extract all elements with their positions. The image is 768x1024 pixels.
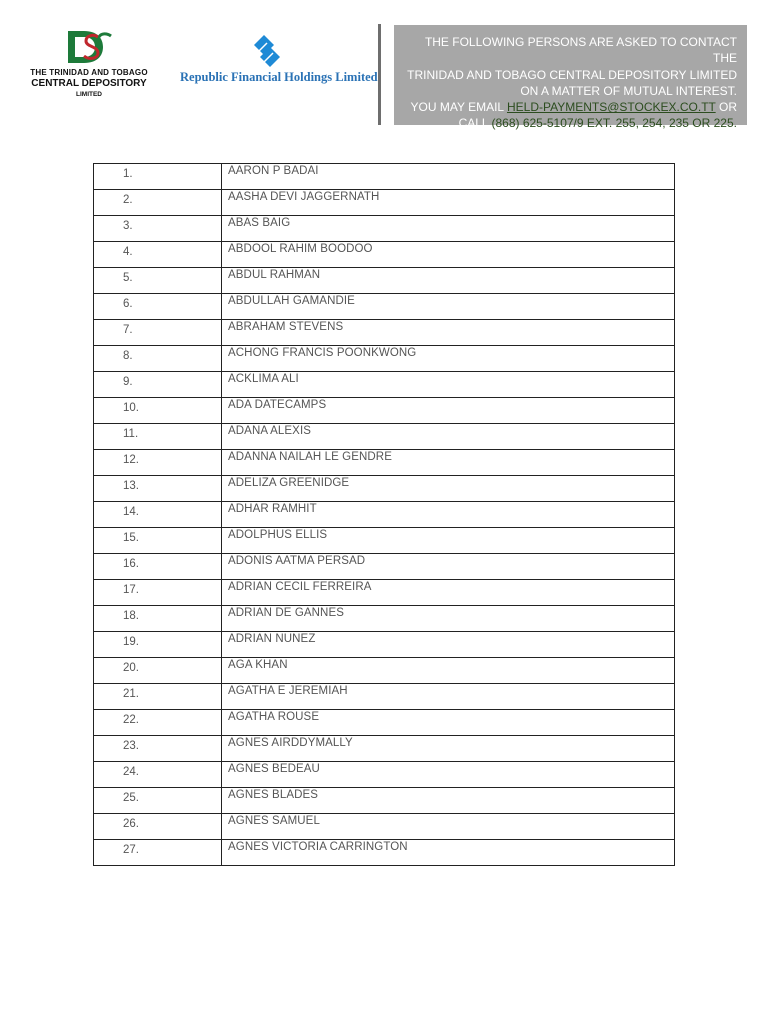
table-row <box>94 372 675 398</box>
row-number: 19. <box>94 632 222 658</box>
persons-table-container <box>93 163 675 866</box>
row-number: 7. <box>94 320 222 346</box>
notice-email-prefix: YOU MAY EMAIL <box>410 100 507 115</box>
table-row <box>94 450 675 476</box>
row-number: 13. <box>94 476 222 502</box>
row-number: 17. <box>94 580 222 606</box>
notice-email-suffix: OR <box>715 100 737 115</box>
table-row <box>94 294 675 320</box>
person-name: AGNES VICTORIA CARRINGTON <box>222 840 675 866</box>
person-name: ADOLPHUS ELLIS <box>222 528 675 554</box>
row-number: 21. <box>94 684 222 710</box>
notice-line5 <box>402 115 737 131</box>
person-name: ACHONG FRANCIS POONKWONG <box>222 346 675 372</box>
person-name: AASHA DEVI JAGGERNATH <box>222 190 675 216</box>
row-number: 1. <box>94 164 222 190</box>
person-name: ADHAR RAMHIT <box>222 502 675 528</box>
row-number: 5. <box>94 268 222 294</box>
table-row <box>94 710 675 736</box>
row-number: 16. <box>94 554 222 580</box>
row-number: 25. <box>94 788 222 814</box>
row-number: 8. <box>94 346 222 372</box>
person-name: ADRIAN CECIL FERREIRA <box>222 580 675 606</box>
person-name: ADRIAN NUNEZ <box>222 632 675 658</box>
rfhl-logo-name: Republic Financial Holdings Limited <box>180 70 378 84</box>
table-row <box>94 268 675 294</box>
row-number: 12. <box>94 450 222 476</box>
person-name: AGNES SAMUEL <box>222 814 675 840</box>
table-row <box>94 632 675 658</box>
person-name: ADANNA NAILAH LE GENDRE <box>222 450 675 476</box>
persons-table <box>93 163 675 866</box>
row-number: 4. <box>94 242 222 268</box>
ttcd-logo-mark-icon <box>64 28 114 66</box>
notice-email-link[interactable]: HELD-PAYMENTS@STOCKEX.CO.TT <box>506 100 716 115</box>
rfhl-diamond-icon <box>244 34 284 70</box>
row-number: 9. <box>94 372 222 398</box>
person-name: AGA KHAN <box>222 658 675 684</box>
table-row <box>94 580 675 606</box>
page-header <box>0 0 768 140</box>
person-name: ACKLIMA ALI <box>222 372 675 398</box>
row-number: 2. <box>94 190 222 216</box>
row-number: 6. <box>94 294 222 320</box>
person-name: ABDUL RAHMAN <box>222 268 675 294</box>
ttcd-logo-line1: THE TRINIDAD AND TOBAGO <box>30 68 148 77</box>
row-number: 11. <box>94 424 222 450</box>
person-name: ABRAHAM STEVENS <box>222 320 675 346</box>
person-name: ABDULLAH GAMANDIE <box>222 294 675 320</box>
header-divider <box>378 24 381 125</box>
notice-line1: THE FOLLOWING PERSONS ARE ASKED TO CONTACT THE <box>424 35 737 66</box>
row-number: 3. <box>94 216 222 242</box>
row-number: 27. <box>94 840 222 866</box>
person-name: AGATHA ROUSE <box>222 710 675 736</box>
persons-table-body <box>94 164 675 866</box>
table-row <box>94 658 675 684</box>
row-number: 18. <box>94 606 222 632</box>
table-row <box>94 320 675 346</box>
person-name: AGNES BEDEAU <box>222 762 675 788</box>
table-row <box>94 736 675 762</box>
table-row <box>94 424 675 450</box>
table-row <box>94 762 675 788</box>
person-name: AGATHA E JEREMIAH <box>222 684 675 710</box>
person-name: ADA DATECAMPS <box>222 398 675 424</box>
notice-phone: (868) 625-5107/9 EXT. 255, 254, 235 OR 225. <box>491 116 737 131</box>
table-row <box>94 502 675 528</box>
table-row <box>94 554 675 580</box>
row-number: 15. <box>94 528 222 554</box>
row-number: 26. <box>94 814 222 840</box>
table-row <box>94 164 675 190</box>
table-row <box>94 398 675 424</box>
table-row <box>94 840 675 866</box>
person-name: ADELIZA GREENIDGE <box>222 476 675 502</box>
row-number: 20. <box>94 658 222 684</box>
rfhl-logo <box>176 30 378 90</box>
row-number: 22. <box>94 710 222 736</box>
notice-line4 <box>402 99 737 115</box>
person-name: ADRIAN DE GANNES <box>222 606 675 632</box>
table-row <box>94 528 675 554</box>
notice-line2: TRINIDAD AND TOBAGO CENTRAL DEPOSITORY LIMITED <box>407 67 737 82</box>
table-row <box>94 788 675 814</box>
table-row <box>94 476 675 502</box>
table-row <box>94 814 675 840</box>
person-name: ABDOOL RAHIM BOODOO <box>222 242 675 268</box>
person-name: AGNES AIRDDYMALLY <box>222 736 675 762</box>
notice-line3: ON A MATTER OF MUTUAL INTEREST. <box>520 83 737 98</box>
table-row <box>94 346 675 372</box>
row-number: 14. <box>94 502 222 528</box>
person-name: ADONIS AATMA PERSAD <box>222 554 675 580</box>
person-name: AARON P BADAI <box>222 164 675 190</box>
table-row <box>94 684 675 710</box>
row-number: 10. <box>94 398 222 424</box>
table-row <box>94 242 675 268</box>
person-name: ABAS BAIG <box>222 216 675 242</box>
person-name: AGNES BLADES <box>222 788 675 814</box>
ttcd-logo-line2: CENTRAL DEPOSITORY <box>31 78 147 89</box>
notice-call-prefix: CALL <box>458 116 492 131</box>
contact-notice <box>394 25 747 131</box>
table-row <box>94 190 675 216</box>
ttcd-logo <box>14 24 164 104</box>
table-row <box>94 606 675 632</box>
row-number: 23. <box>94 736 222 762</box>
person-name: ADANA ALEXIS <box>222 424 675 450</box>
ttcd-logo-line3: LIMITED <box>76 91 102 98</box>
table-row <box>94 216 675 242</box>
row-number: 24. <box>94 762 222 788</box>
